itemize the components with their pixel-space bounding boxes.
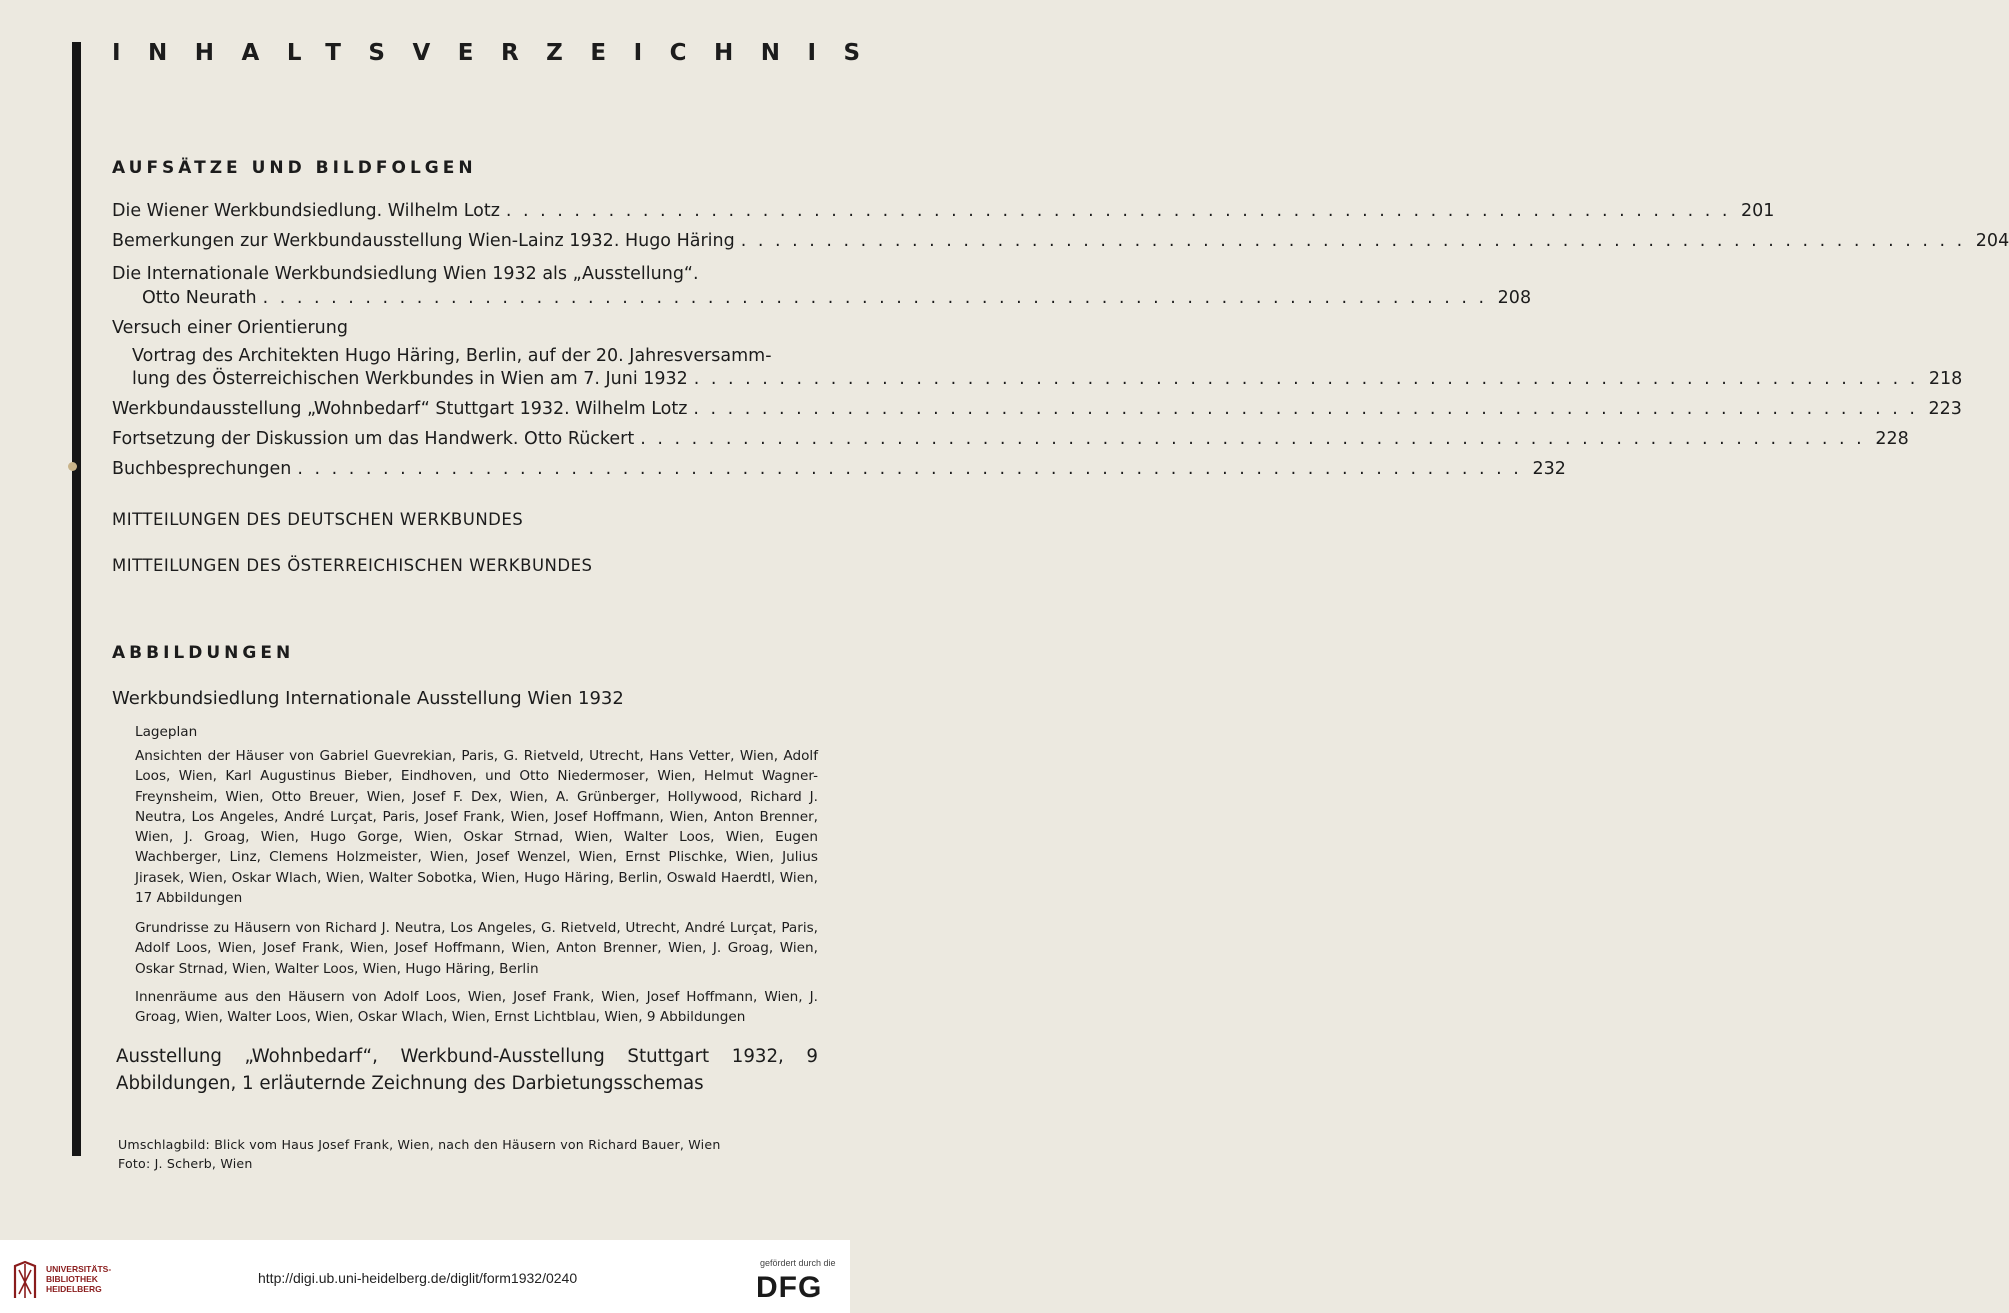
pin-mark <box>68 462 77 471</box>
toc-entry[interactable] <box>112 459 1566 489</box>
dfg-logo-icon[interactable] <box>756 1270 840 1304</box>
toc-page-number: 201 <box>1740 201 1775 221</box>
viewer-footer <box>0 1240 850 1313</box>
toc-leader: . . . . . . . . . . . . . . . . . . . . . . . . . . . . . . . . . . . . . . . . . . . . . . . . . . . . . . . . . . . . . . . . . . . . . . . . <box>693 369 1919 389</box>
left-margin-bar <box>72 42 81 1156</box>
university-library-logo-icon[interactable] <box>12 1260 38 1300</box>
images-lageplan: Lageplan <box>135 724 198 740</box>
images-ansichten: Ansichten der Häuser von Gabriel Guevrekian, Paris, G. Rietveld, Utrecht, Hans Vetter, Wien, Adolf Loos, Wien, Karl Augustinus Bieber, Eindhoven, und Otto Niedermoser, Wien, Helmut Wagner-Freynsheim, Wien, Otto Breuer, Wien, Josef F. Dex, Wien, A. Grünberger, Hollywood, Richard J. Neutra, Los Angeles, André Lurçat, Paris, Josef Frank, Wien, Josef Hoffmann, Wien, Anton Brenner, Wien, J. Groag, Wien, Hugo Gorge, Wien, Oskar Strnad, Wien, Walter Loos, Wien, Eugen Wachberger, Linz, Clemens Holzmeister, Wien, Josef Wenzel, Wien, Ernst Plischke, Wien, Julius Jirasek, Wien, Oskar Wlach, Wien, Walter Sobotka, Wien, Hugo Häring, Berlin, Oswald Haerdtl, Wien, 17 Abbildungen <box>135 748 818 907</box>
page-title: INHALTSVERZEICHNIS <box>112 40 888 66</box>
toc-entry-subtitle: lung des Österreichischen Werkbundes in Wien am 7. Juni 1932 <box>132 369 688 389</box>
images-grundrisse: Grundrisse zu Häusern von Richard J. Neutra, Los Angeles, G. Rietveld, Utrecht, André Lurçat, Paris, Adolf Loos, Wien, Josef Frank, Wien, Josef Hoffmann, Wien, Anton Brenner, Wien, J. Groag, Wien, Oskar Strnad, Wien, Walter Loos, Wien, Hugo Häring, Berlin <box>135 920 818 977</box>
toc-page-number: 223 <box>1928 399 1962 419</box>
mitteilungen-oesterreich[interactable]: MITTEILUNGEN DES ÖSTERREICHISCHEN WERKBUNDES <box>112 556 593 575</box>
toc-entry[interactable] <box>142 288 1532 318</box>
toc-entry-subtitle: Vortrag des Architekten Hugo Häring, Berlin, auf der 20. Jahresversamm- <box>132 346 772 366</box>
toc-page-number: 218 <box>1928 369 1963 389</box>
toc-leader: . . . . . . . . . . . . . . . . . . . . . . . . . . . . . . . . . . . . . . . . . . . . . . . . . . . . . . . . . . . . . . . . . . . . . . . . <box>740 231 1966 251</box>
toc-entry[interactable] <box>132 369 1963 399</box>
toc-entry-title[interactable]: Versuch einer Orientierung <box>112 318 348 338</box>
images-ausstellung: Ausstellung „Wohnbedarf“, Werkbund-Ausstellung Stuttgart 1932, 9 Abbildungen, 1 erläuternde Zeichnung des Darbietungsschemas <box>116 1046 818 1094</box>
toc-entry-title: Die Wiener Werkbundsiedlung. Wilhelm Lotz <box>112 201 500 221</box>
toc-leader: . . . . . . . . . . . . . . . . . . . . . . . . . . . . . . . . . . . . . . . . . . . . . . . . . . . . . . . . . . . . . . . . . . . . . . . . <box>693 399 1918 419</box>
permalink-url[interactable]: http://digi.ub.uni-heidelberg.de/diglit/form1932/0240 <box>258 1270 578 1286</box>
toc-page-number: 208 <box>1497 288 1532 308</box>
toc-page-number: 232 <box>1532 459 1566 479</box>
toc-entry-author: Otto Neurath <box>142 288 257 308</box>
toc-entry[interactable] <box>112 201 1775 231</box>
toc-leader: . . . . . . . . . . . . . . . . . . . . . . . . . . . . . . . . . . . . . . . . . . . . . . . . . . . . . . . . . . . . . . . . . . . . . . . . <box>640 429 1865 449</box>
funded-by-label: gefördert durch die <box>760 1258 836 1268</box>
section-heading-articles: AUFSÄTZE UND BILDFOLGEN <box>112 158 477 178</box>
toc-entry[interactable] <box>112 231 2009 261</box>
section-heading-images: ABBILDUNGEN <box>112 643 295 663</box>
images-innenraeume: Innenräume aus den Häusern von Adolf Loos, Wien, Josef Frank, Wien, Josef Hoffmann, Wien, J. Groag, Wien, Walter Loos, Wien, Oskar Wlach, Wien, Ernst Lichtblau, Wien, 9 Abbildungen <box>135 989 818 1026</box>
toc-entry-title: Werkbundausstellung „Wohnbedarf“ Stuttgart 1932. Wilhelm Lotz <box>112 399 688 419</box>
photo-credit: Foto: J. Scherb, Wien <box>118 1156 253 1171</box>
mitteilungen-deutsch[interactable]: MITTEILUNGEN DES DEUTSCHEN WERKBUNDES <box>112 510 524 529</box>
images-heading: Werkbundsiedlung Internationale Ausstellung Wien 1932 <box>112 688 624 709</box>
toc-page-number: 228 <box>1875 429 1909 449</box>
university-library-name[interactable]: UNIVERSITÄTS- BIBLIOTHEK HEIDELBERG <box>46 1264 112 1294</box>
toc-entry-title[interactable]: Die Internationale Werkbundsiedlung Wien 1932 als „Ausstellung“. <box>112 264 699 284</box>
toc-entry[interactable] <box>112 429 1909 459</box>
cover-caption: Umschlagbild: Blick vom Haus Josef Frank, Wien, nach den Häusern von Richard Bauer, Wien <box>118 1137 721 1152</box>
svg-text:DFG: DFG <box>756 1271 823 1304</box>
toc-page-number: 204 <box>1975 231 2009 251</box>
toc-leader: . . . . . . . . . . . . . . . . . . . . . . . . . . . . . . . . . . . . . . . . . . . . . . . . . . . . . . . . . . . . . . . . . . . . . . . . <box>297 459 1522 479</box>
toc-entry-title: Fortsetzung der Diskussion um das Handwerk. Otto Rückert <box>112 429 635 449</box>
toc-leader: . . . . . . . . . . . . . . . . . . . . . . . . . . . . . . . . . . . . . . . . . . . . . . . . . . . . . . . . . . . . . . . . . . . . . . . . <box>505 201 1731 221</box>
toc-leader: . . . . . . . . . . . . . . . . . . . . . . . . . . . . . . . . . . . . . . . . . . . . . . . . . . . . . . . . . . . . . . . . . . . . . . . . <box>262 288 1488 308</box>
toc-entry[interactable] <box>112 399 1962 429</box>
toc-entry-title: Buchbesprechungen <box>112 459 292 479</box>
toc-entry-title: Bemerkungen zur Werkbundausstellung Wien-Lainz 1932. Hugo Häring <box>112 231 735 251</box>
